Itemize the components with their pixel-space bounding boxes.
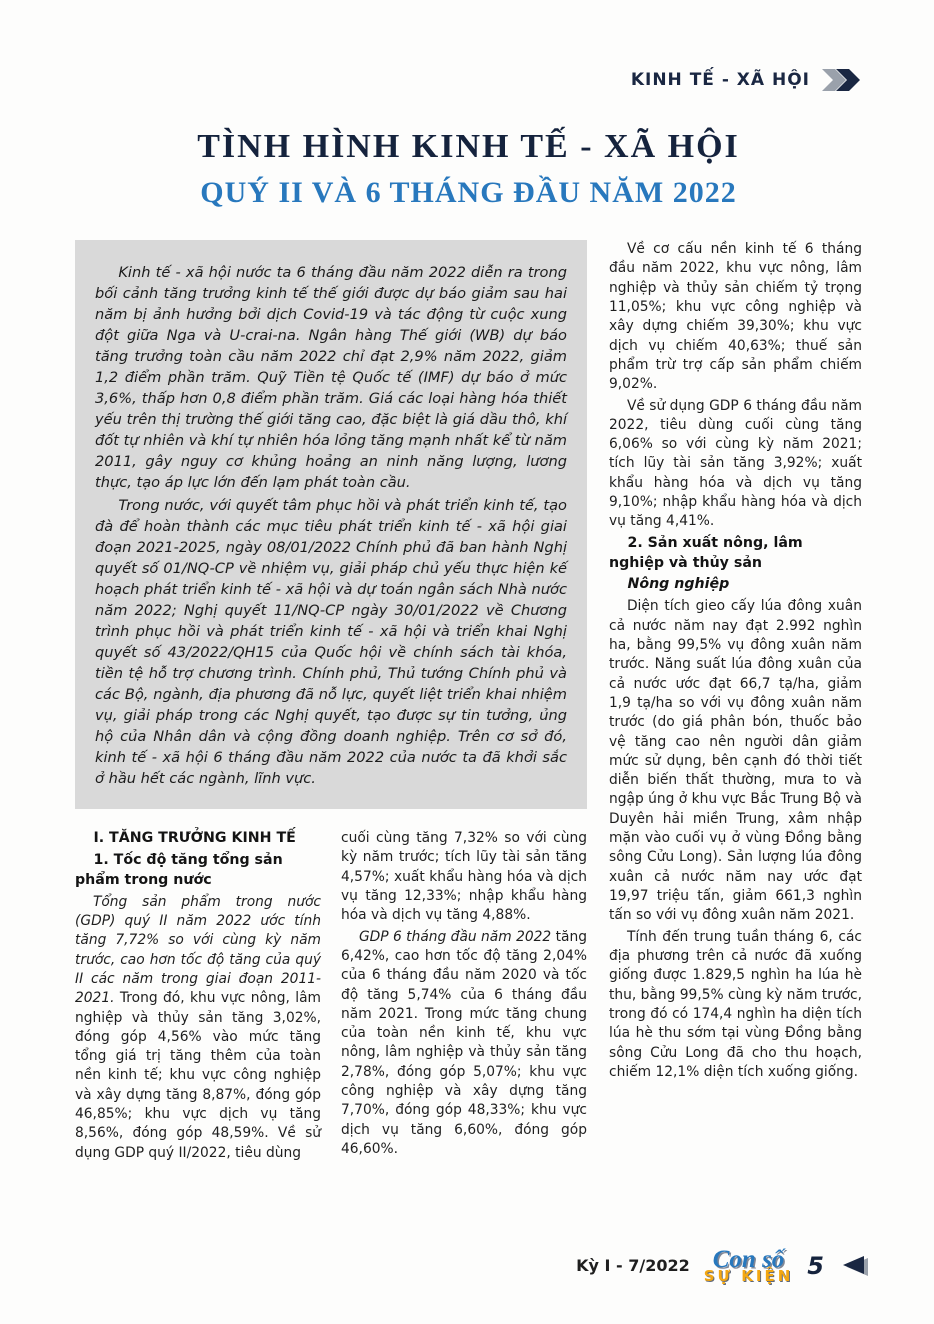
section-heading-agriculture: 2. Sản xuất nông, lâm nghiệp và thủy sản [609,534,803,571]
sub-heading-nong-nghiep: Nông nghiệp [627,576,730,593]
lead-summary-box [75,240,587,809]
logo-text-con-so: Con số [712,1246,785,1273]
article-body [75,240,862,1165]
column-left [75,829,321,1165]
paragraph-gdp-q2 [75,893,321,1163]
section-label: KINH TẾ - XÃ HỘI [630,70,810,90]
left-area [75,240,587,1165]
page-number: 5 [807,1251,824,1280]
paragraph-rice-summer-autumn: Tính đến trung tuần tháng 6, các địa phương trên cả nước đã xuống giống được 1.829,5 nghìn ha lúa hè thu, bằng 99,5% cùng kỳ năm trước, trong đó có 174,4 nghìn ha diện tích lúa hè thu sớm tại vùng Đồng bằng sông Cửu Long đã cho thu hoạch, chiếm 12,1% diện tích xuống giống. [609,928,863,1080]
section-heading-growth: I. TĂNG TRƯỞNG KINH TẾ [93,830,296,846]
paragraph-rice-winter-spring: Diện tích gieo cấy lúa đông xuân cả nước năm nay đạt 2.992 nghìn ha, bằng 99,5% vụ đông xuân năm trước. Năng suất lúa đông xuân của cả nước ước đạt 66,7 tạ/ha, giảm 1,9 tạ/ha so với vụ đông xuân năm trước (do giá phân bón, thuốc bảo vệ tăng cao nên người dân giảm mức sử dụng, bên cạnh đó thời tiết diễn biến thất thường, mưa to và ngập úng ở khu vực Bắc Trung Bộ và Duyên hải miền Trung, xâm nhập mặn vào cuối vụ ở vùng Đồng bằng sông Cửu Long). Sản lượng lúa đông xuân cả nước năm nay ước đạt 19,97 triệu tấn, giảm 661,3 nghìn tấn so với vụ đông xuân năm 2021. [609,598,862,924]
page-footer [576,1247,868,1284]
paragraph-gdp-6m [341,928,587,1160]
sub-heading-gdp-speed: 1. Tốc độ tăng tổng sản phẩm trong nước [75,851,283,888]
lower-columns [75,829,587,1165]
gdp-q2-rest: Trong đó, khu vực nông, lâm nghiệp và thủy sản tăng 3,02%, đóng góp 4,56% vào mức tăng tổng giá trị tăng thêm của toàn nền kinh tế; khu vực công nghiệp và xây dựng tăng 8,87%, đóng góp 46,85%; khu vực dịch vụ tăng 8,56%, đóng góp 48,59%. Về sử dụng GDP quý II/2022, tiêu dùng [75,990,321,1161]
paragraph-gdp-usage-6m: Về sử dụng GDP 6 tháng đầu năm 2022, tiêu dùng cuối cùng tăng 6,06% so với cùng kỳ năm 2021; tích lũy tài sản tăng 3,92%; xuất khẩu hàng hóa và dịch vụ tăng 9,10%; nhập khẩu hàng hóa và dịch vụ tăng 4,41%. [609,397,862,530]
paragraph-final-consumption: cuối cùng tăng 7,32% so với cùng kỳ năm trước; tích lũy tài sản tăng 4,57%; xuất khẩu hàng hóa và dịch vụ tăng 12,33%; nhập khẩu hàng hóa và dịch vụ tăng 4,88%. [341,830,587,924]
paragraph-economy-structure: Về cơ cấu nền kinh tế 6 tháng đầu năm 2022, khu vực nông, lâm nghiệp và thủy sản chiếm tỷ trọng 11,05%; khu vực công nghiệp và xây dựng chiếm 39,30%; khu vực dịch vụ chiếm 40,63%; thuế sản phẩm trừ trợ cấp sản phẩm chiếm 9,02%. [609,241,862,393]
conso-sukien-logo [704,1247,794,1284]
article-title-line-1: TÌNH HÌNH KINH TẾ - XÃ HỘI [197,128,740,165]
gdp-6m-lead-italic: GDP 6 tháng đầu năm 2022 [358,928,552,945]
gdp-6m-rest: tăng 6,42%, cao hơn tốc độ tăng 2,04% của 6 tháng đầu năm 2020 và tốc độ tăng 5,74% của 6 tháng đầu năm 2021. Trong mức tăng chung của toàn nền kinh tế, khu vực nông, lâm nghiệp và thủy sản tăng 2,78%, đóng góp 5,07%; khu vực công nghiệp và xây dựng tăng 7,70%, đóng góp 48,33%; khu vực dịch vụ tăng 6,60%, đóng góp 46,60%. [341,928,587,1157]
column-middle [341,829,587,1165]
page-header [75,68,862,92]
lead-paragraph-world: Kinh tế - xã hội nước ta 6 tháng đầu năm 2022 diễn ra trong bối cảnh tăng trưởng kinh tế thế giới được dự báo giảm sau hai năm bị ảnh hưởng bởi dịch Covid-19 và tác động từ cuộc xung đột giữa Nga và U-crai-na. Ngân hàng Thế giới (WB) dự báo tăng trưởng toàn cầu năm 2022 chỉ đạt 2,9% năm 2022, giảm 1,2 điểm phần trăm. Quỹ Tiền tệ Quốc tế (IMF) dự báo ở mức 3,6%, thấp hơn 0,8 điểm phần trăm. Giá các loại hàng hóa thiết yếu trên thị trường thế giới tăng cao, đặc biệt là giá dầu thô, khí đốt tự nhiên và khí tự nhiên hóa lỏng tăng mạnh nhất kể từ năm 2011, gây nguy cơ khủng hoảng an ninh năng lượng, lương thực, tạo áp lực lớn đến lạm phát toàn cầu. [95,264,567,491]
column-right [609,240,862,1165]
gdp-q2-lead-italic: Tổng sản phẩm trong nước (GDP) quý II năm 2022 ước tính tăng 7,72% so với cùng kỳ năm trước, cao hơn tốc độ tăng của quý II các năm trong giai đoạn 2011-2021. [75,893,321,1007]
issue-label: Kỳ I - 7/2022 [576,1256,690,1275]
double-chevron-right-icon [820,68,862,92]
lead-paragraph-domestic: Trong nước, với quyết tâm phục hồi và phát triển kinh tế, tạo đà để hoàn thành các mục tiêu phát triển kinh tế - xã hội giai đoạn 2021-2025, ngày 08/01/2022 Chính phủ đã ban hành Nghị quyết số 01/NQ-CP về nhiệm vụ, giải pháp chủ yếu thực hiện kế hoạch phát triển kinh tế - xã hội và dự toán ngân sách Nhà nước năm 2022; Nghị quyết 11/NQ-CP ngày 30/01/2022 về Chương trình phục hồi và phát triển kinh tế - xã hội và triển khai Nghị quyết số 43/2022/QH15 của Quốc hội về chính sách tài khóa, tiền tệ hỗ trợ chương trình. Chính phủ, Thủ tướng Chính phủ và các Bộ, ngành, địa phương đã nỗ lực, quyết liệt triển khai nhiệm vụ, giải pháp trong các Nghị quyết, tạo được sự tin tưởng, ủng hộ của Nhân dân và cộng đồng doanh nghiệp. Trên cơ sở đó, kinh tế - xã hội 6 tháng đầu năm 2022 của nước ta đã khởi sắc ở hầu hết các ngành, lĩnh vực. [95,497,567,787]
article-title-line-2: QUÝ II VÀ 6 THÁNG ĐẦU NĂM 2022 [200,176,737,209]
logo-text-su-kien: SỰ KIỆN [703,1267,794,1285]
left-arrow-icon [838,1255,868,1277]
